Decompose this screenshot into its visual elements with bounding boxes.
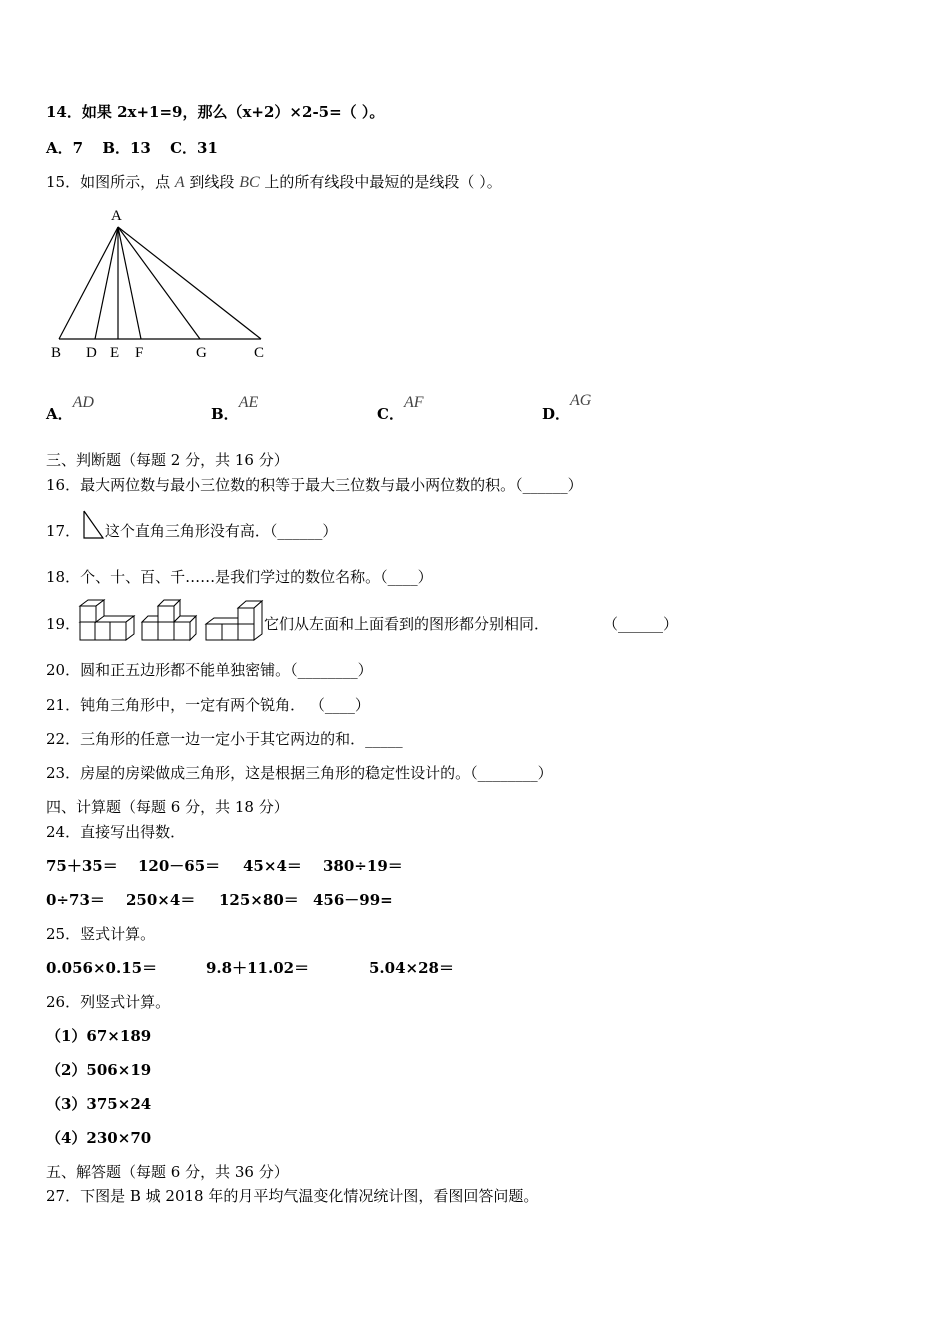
q22-line: 22．三角形的任意一边一定小于其它两边的和．_____ bbox=[46, 730, 403, 748]
q24-r2-c1: 0÷73＝ bbox=[46, 891, 105, 909]
q27-line: 27．下图是 B 城 2018 年的月平均气温变化情况统计图，看图回答问题。 bbox=[46, 1187, 539, 1205]
q24-r1-c1: 75＋35＝ bbox=[46, 857, 118, 875]
section-4-heading: 四、计算题（每题 6 分，共 18 分） bbox=[46, 798, 289, 816]
label-a: A bbox=[111, 208, 122, 224]
q24-text: 24．直接写出得数． bbox=[46, 823, 186, 841]
q15-option-c-letter: C． bbox=[377, 405, 404, 423]
q14-number: 14． bbox=[46, 103, 82, 121]
cube-shape-2 bbox=[142, 600, 196, 640]
segment-ab bbox=[59, 227, 118, 339]
q19-number: 19． bbox=[46, 615, 81, 633]
q25-text: 25．竖式计算。 bbox=[46, 925, 156, 943]
q19-text: 它们从左面和上面看到的图形都分别相同． bbox=[264, 615, 550, 633]
q17-number: 17． bbox=[46, 522, 81, 540]
q15-point: A bbox=[174, 174, 185, 191]
right-triangle-figure bbox=[81, 509, 105, 541]
q24-r2-c3: 125×80＝ bbox=[219, 891, 299, 909]
q15-number: 15． bbox=[46, 173, 81, 191]
q25-item-1: 0.056×0.15＝ bbox=[46, 959, 158, 977]
q14-options bbox=[46, 138, 218, 158]
label-b: B bbox=[51, 345, 62, 361]
q19-blank: （______） bbox=[603, 615, 679, 633]
q15-option-d-value: AG bbox=[570, 392, 592, 409]
q21-line: 21．钝角三角形中，一定有两个锐角． （____） bbox=[46, 696, 370, 714]
q15-option-b-letter: B． bbox=[211, 405, 239, 423]
segment-af bbox=[118, 227, 141, 339]
label-c: C bbox=[254, 345, 265, 361]
cube-shape-3 bbox=[206, 601, 262, 640]
q26-item-3: （3）375×24 bbox=[46, 1095, 152, 1113]
q26-item-2: （2）506×19 bbox=[46, 1061, 152, 1079]
label-e: E bbox=[110, 345, 120, 361]
q15-option-a-letter: A． bbox=[46, 405, 73, 423]
q15-text-after: 上的所有线段中最短的是线段（ ）。 bbox=[259, 173, 502, 191]
segment-ad bbox=[95, 227, 118, 339]
q15-option-a bbox=[46, 394, 94, 425]
q24-r1-c4: 380÷19＝ bbox=[323, 857, 403, 875]
q14-text: 如果 2x+1=9，那么（x+2）×2-5=（ ）。 bbox=[81, 103, 385, 121]
q15-segment: BC bbox=[239, 174, 260, 191]
q24-r1-c2: 120－65＝ bbox=[138, 857, 221, 875]
q14-option-b: B．13 bbox=[102, 139, 151, 157]
q19-cube-figures bbox=[76, 598, 266, 644]
q15-triangle-figure bbox=[40, 200, 280, 368]
q15-option-a-value: AD bbox=[72, 394, 94, 411]
q23-line: 23．房屋的房梁做成三角形，这是根据三角形的稳定性设计的。（________） bbox=[46, 764, 553, 782]
q24-r2-c4: 456－99= bbox=[313, 891, 393, 909]
q17-text: 这个直角三角形没有高．（______） bbox=[104, 522, 338, 540]
cube-shape-1 bbox=[80, 600, 134, 640]
q16-line: 16．最大两位数与最小三位数的积等于最大三位数与最小两位数的积。（______） bbox=[46, 476, 583, 494]
q15-text-before: 如图所示，点 bbox=[80, 173, 175, 191]
q26-item-4: （4）230×70 bbox=[46, 1129, 152, 1147]
q14-line bbox=[46, 102, 384, 122]
q26-text: 26．列竖式计算。 bbox=[46, 993, 171, 1011]
q15-option-b-value: AE bbox=[238, 394, 259, 411]
segment-ag bbox=[118, 227, 200, 339]
q25-item-2: 9.8＋11.02＝ bbox=[206, 959, 310, 977]
label-g: G bbox=[196, 345, 207, 361]
q14-option-c: C．31 bbox=[170, 139, 218, 157]
q19-line bbox=[46, 614, 80, 634]
section-5-heading: 五、解答题（每题 6 分，共 36 分） bbox=[46, 1163, 289, 1181]
q14-option-a: A．7 bbox=[46, 139, 84, 157]
q24-r2-c2: 250×4＝ bbox=[126, 891, 196, 909]
segment-ac bbox=[118, 227, 261, 339]
q15-option-b bbox=[211, 394, 259, 425]
q15-option-c bbox=[377, 394, 424, 425]
label-d: D bbox=[86, 345, 97, 361]
section-3-heading: 三、判断题（每题 2 分，共 16 分） bbox=[46, 451, 289, 469]
q15-line bbox=[46, 172, 502, 193]
q15-option-d-letter: D． bbox=[542, 405, 571, 423]
q24-r1-c3: 45×4＝ bbox=[243, 857, 302, 875]
q15-option-c-value: AF bbox=[403, 394, 424, 411]
q25-item-3: 5.04×28＝ bbox=[369, 959, 454, 977]
q18-line: 18．个、十、百、千……是我们学过的数位名称。（____） bbox=[46, 568, 433, 586]
q15-text-mid: 到线段 bbox=[184, 173, 240, 191]
q15-option-d bbox=[542, 392, 592, 425]
q17-line bbox=[46, 521, 337, 553]
q26-item-1: （1）67×189 bbox=[46, 1027, 152, 1045]
label-f: F bbox=[135, 345, 144, 361]
q20-line: 20．圆和正五边形都不能单独密铺。（________） bbox=[46, 661, 373, 679]
